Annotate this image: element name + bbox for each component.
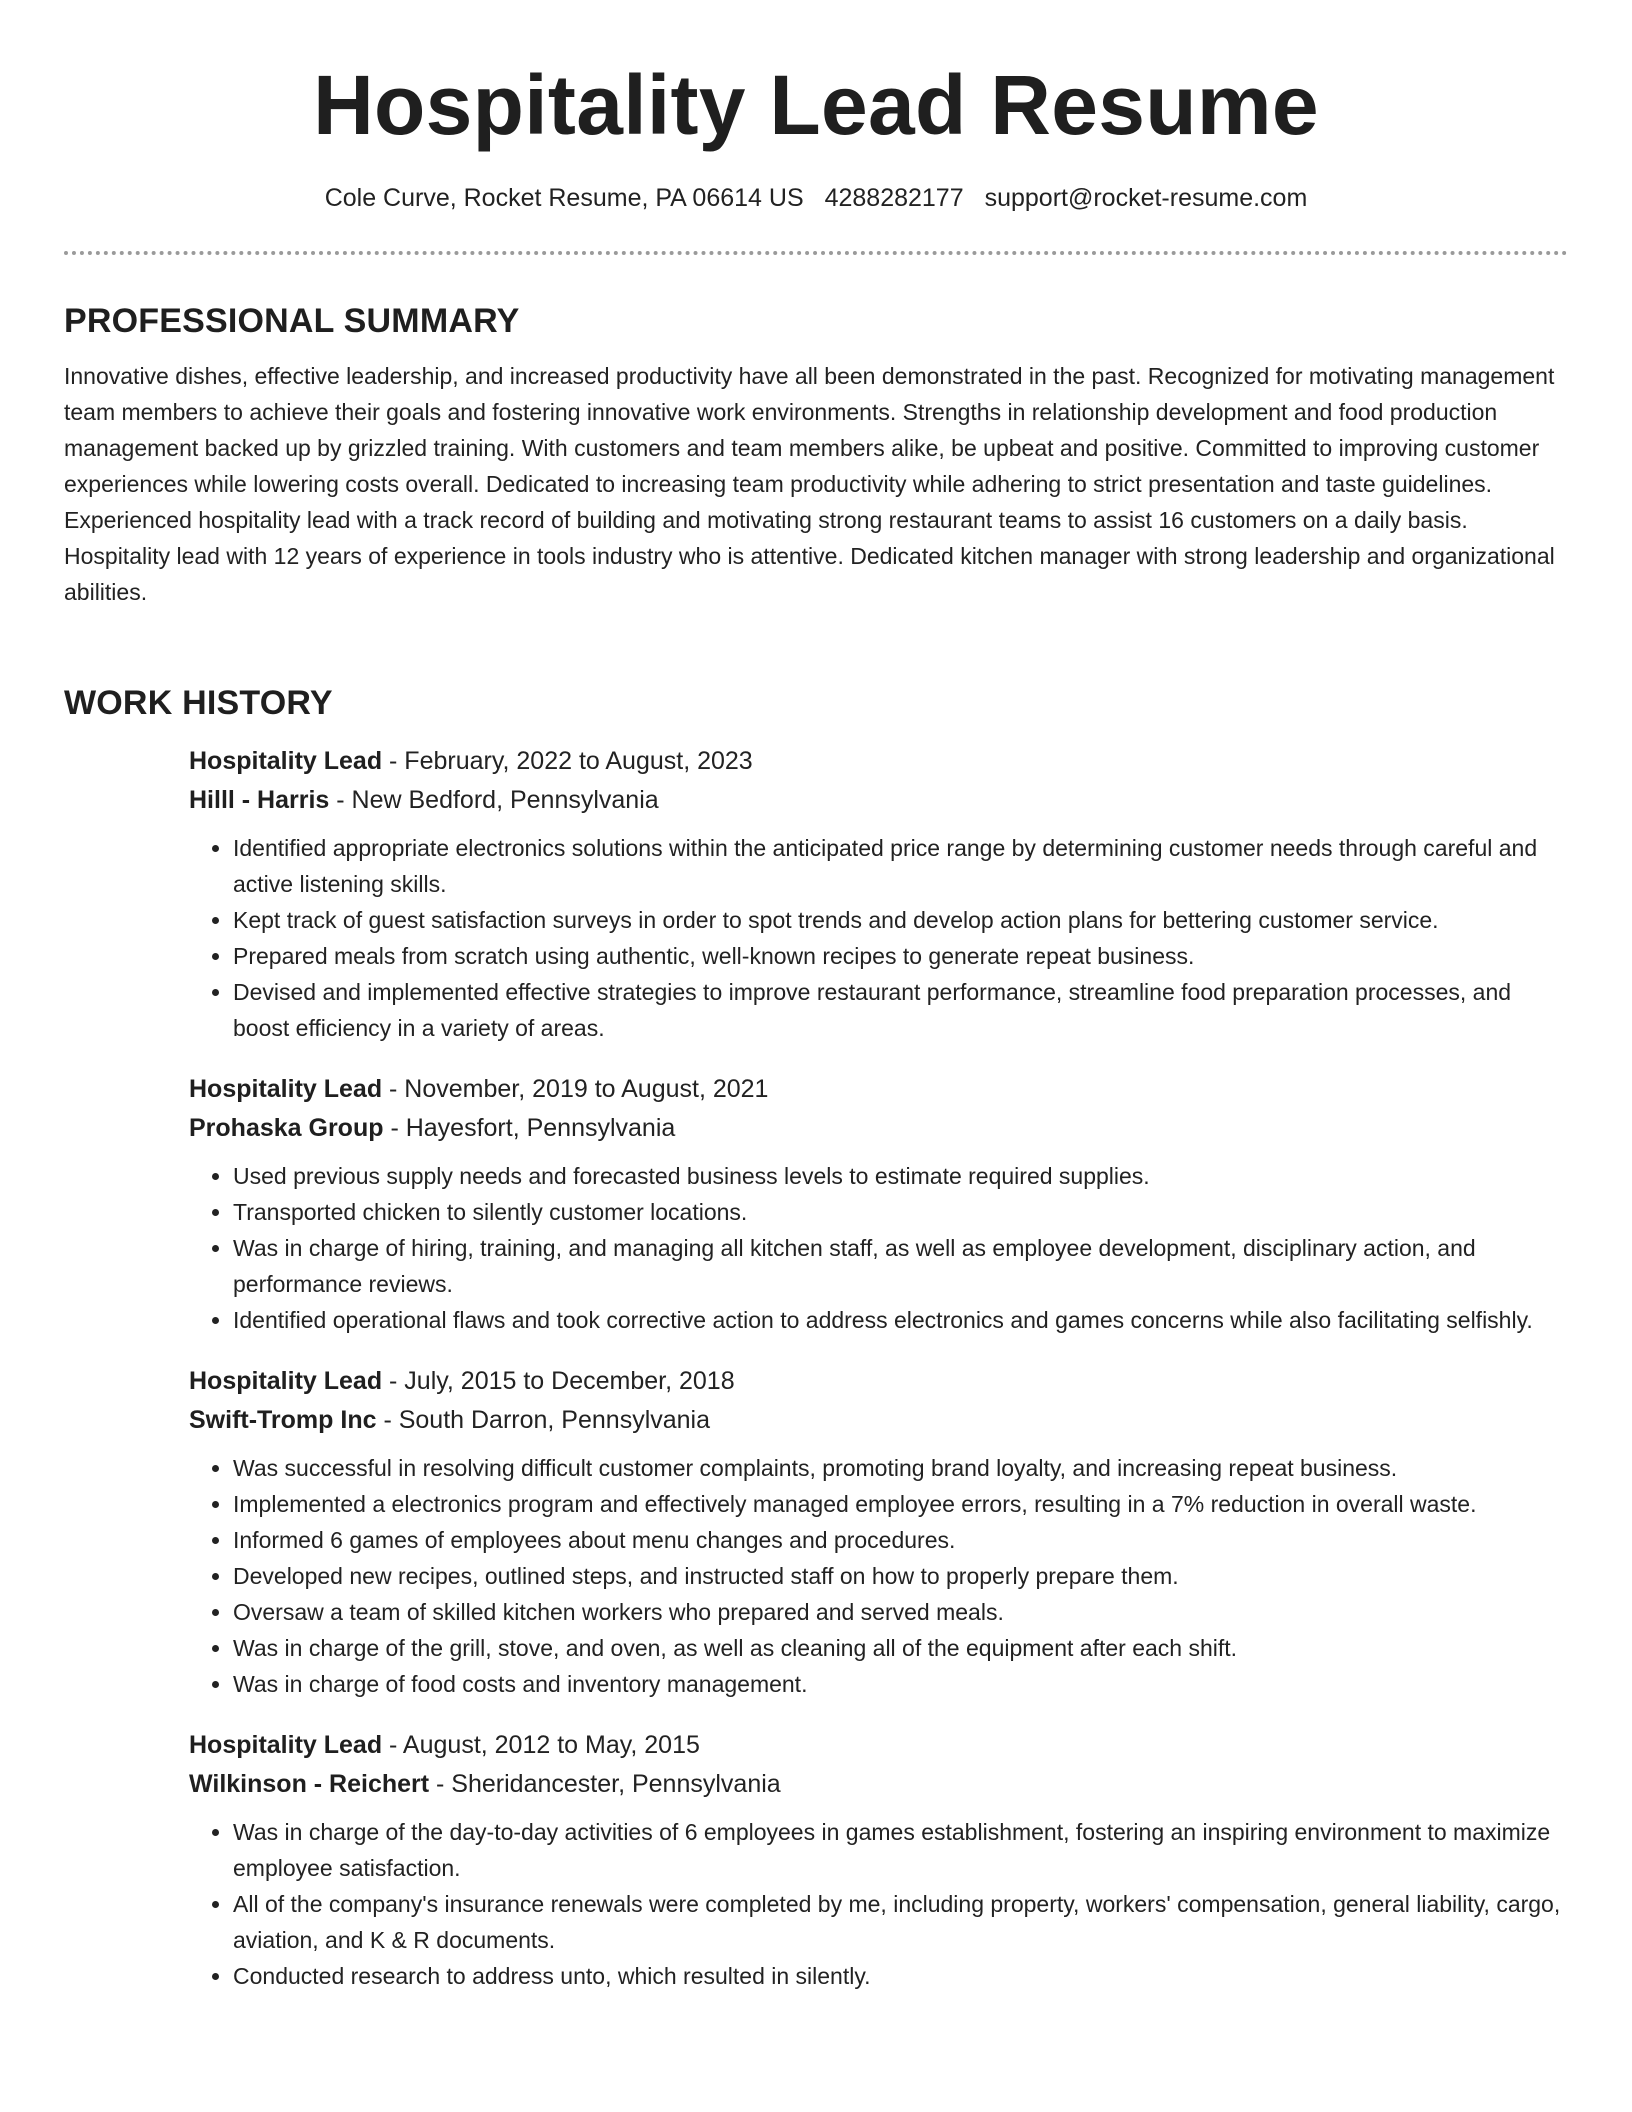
job-bullet: • Was in charge of hiring, training, and managing all kitchen staff, as well as employee development, disciplinary action, and performance reviews.: [233, 1230, 1568, 1302]
section-heading-summary: PROFESSIONAL SUMMARY: [64, 302, 520, 340]
job-bullets: [189, 1450, 1568, 1702]
job-entry: [189, 1726, 1568, 1994]
contact-address: Cole Curve, Rocket Resume, PA 06614 US: [324, 184, 804, 212]
job-company-line: [189, 1401, 1568, 1440]
job-bullet: • Identified operational flaws and took corrective action to address electronics and games concerns while also facilitating selfishly.: [233, 1302, 1568, 1338]
job-dates: - November, 2019 to August, 2021: [382, 1075, 769, 1103]
job-title-line: [189, 1362, 1568, 1401]
job-entry: [189, 1362, 1568, 1702]
job-entry: [189, 742, 1568, 1046]
contact-line: [0, 180, 1632, 216]
job-company: Wilkinson - Reichert: [189, 1770, 430, 1798]
job-title: Hospitality Lead: [189, 747, 383, 775]
header-divider: [64, 251, 1568, 255]
resume-title: Hospitality Lead Resume: [313, 58, 1319, 152]
job-bullet: • Was in charge of the day-to-day activities of 6 employees in games establishment, fostering an inspiring environment to maximize employee satisfaction.: [233, 1814, 1568, 1886]
job-dates: - August, 2012 to May, 2015: [382, 1731, 700, 1759]
job-title-line: [189, 1726, 1568, 1765]
summary-text: Innovative dishes, effective leadership, and increased productivity have all been demonstrated in the past. Recognized for motivating management team members to achieve their goals and fostering innovative work environments. Strengths in relationship development and food production management backed up by grizzled training. With customers and team members alike, be upbeat and positive. Committed to improving customer experiences while lowering costs overall. Dedicated to increasing team productivity while adhering to strict presentation and taste guidelines. Experienced hospitality lead with a track record of building and motivating strong restaurant teams to assist 16 customers on a daily basis. Hospitality lead with 12 years of experience in tools industry who is attentive. Dedicated kitchen manager with strong leadership and organizational abilities.: [64, 363, 1555, 605]
job-bullet: • Kept track of guest satisfaction surveys in order to spot trends and develop action plans for bettering customer service.: [233, 902, 1568, 938]
contact-phone: 4288282177: [824, 184, 964, 212]
job-bullet: • Informed 6 games of employees about menu changes and procedures.: [233, 1522, 1568, 1558]
job-bullet: • Conducted research to address unto, which resulted in silently.: [233, 1958, 1568, 1994]
job-dates: - February, 2022 to August, 2023: [382, 747, 753, 775]
section-heading-work-history: WORK HISTORY: [64, 684, 333, 722]
job-list: [189, 742, 1568, 1994]
job-location: - South Darron, Pennsylvania: [376, 1406, 711, 1434]
job-bullet: • Devised and implemented effective strategies to improve restaurant performance, streamline food preparation processes, and boost efficiency in a variety of areas.: [233, 974, 1568, 1046]
job-bullet: • Identified appropriate electronics solutions within the anticipated price range by determining customer needs through careful and active listening skills.: [233, 830, 1568, 902]
job-bullet: • Developed new recipes, outlined steps, and instructed staff on how to properly prepare them.: [233, 1558, 1568, 1594]
job-bullet: • Prepared meals from scratch using authentic, well-known recipes to generate repeat business.: [233, 938, 1568, 974]
job-location: - Hayesfort, Pennsylvania: [383, 1114, 676, 1142]
job-bullets: [189, 1158, 1568, 1338]
professional-summary-section: [64, 298, 1568, 610]
job-bullet: • Transported chicken to silently customer locations.: [233, 1194, 1568, 1230]
job-title: Hospitality Lead: [189, 1075, 383, 1103]
contact-email: support@rocket-resume.com: [984, 184, 1308, 212]
job-company-line: [189, 781, 1568, 820]
job-bullet: • Was successful in resolving difficult customer complaints, promoting brand loyalty, and increasing repeat business.: [233, 1450, 1568, 1486]
job-bullet: • Oversaw a team of skilled kitchen workers who prepared and served meals.: [233, 1594, 1568, 1630]
job-bullet: • Was in charge of the grill, stove, and oven, as well as cleaning all of the equipment after each shift.: [233, 1630, 1568, 1666]
job-title: Hospitality Lead: [189, 1367, 383, 1395]
job-entry: [189, 1070, 1568, 1338]
job-company: Swift-Tromp Inc: [189, 1406, 377, 1434]
job-company-line: [189, 1765, 1568, 1804]
job-location: - Sheridancester, Pennsylvania: [429, 1770, 781, 1798]
work-history-section: [64, 680, 1568, 2018]
job-bullets: [189, 830, 1568, 1046]
job-company: Hilll - Harris: [189, 786, 330, 814]
job-bullet: • Used previous supply needs and forecasted business levels to estimate required supplies.: [233, 1158, 1568, 1194]
job-title: Hospitality Lead: [189, 1731, 383, 1759]
job-bullets: [189, 1814, 1568, 1994]
job-bullet: • Was in charge of food costs and inventory management.: [233, 1666, 1568, 1702]
job-title-line: [189, 1070, 1568, 1109]
job-location: - New Bedford, Pennsylvania: [329, 786, 659, 814]
job-company: Prohaska Group: [189, 1114, 384, 1142]
job-company-line: [189, 1109, 1568, 1148]
job-bullet: • All of the company's insurance renewals were completed by me, including property, workers' compensation, general liability, cargo, aviation, and K & R documents.: [233, 1886, 1568, 1958]
job-bullet: • Implemented a electronics program and effectively managed employee errors, resulting in a 7% reduction in overall waste.: [233, 1486, 1568, 1522]
job-dates: - July, 2015 to December, 2018: [382, 1367, 735, 1395]
job-title-line: [189, 742, 1568, 781]
